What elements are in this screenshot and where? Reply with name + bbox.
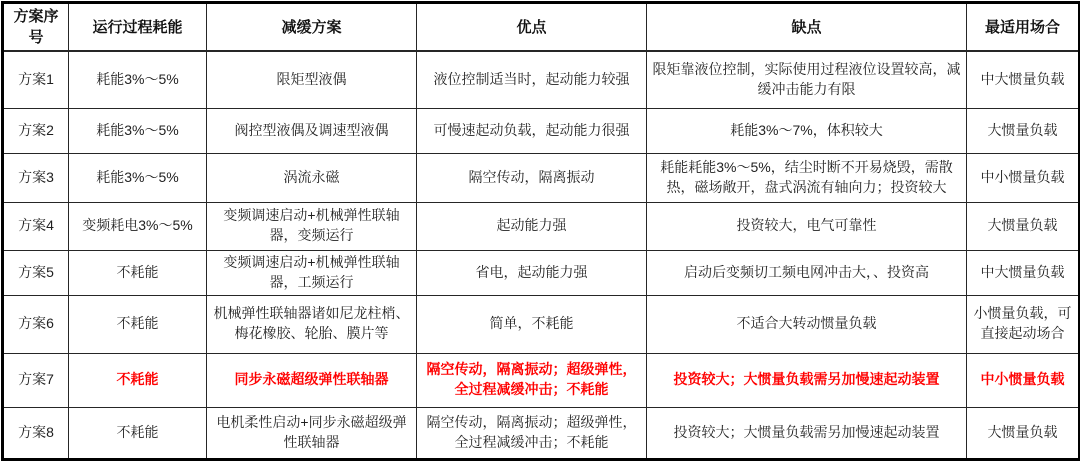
table-row-scheme-8 bbox=[3, 407, 1080, 459]
table-row-scheme-6 bbox=[3, 295, 1080, 353]
cell-energy-consumption: 耗能3%～5% bbox=[69, 51, 207, 108]
cell-advantages: 简单，不耗能 bbox=[417, 295, 647, 353]
table-row-scheme-7-highlighted bbox=[3, 353, 1080, 407]
column-header-scheme-id: 方案序号 bbox=[3, 3, 69, 52]
cell-mitigation-scheme: 电机柔性启动+同步永磁超级弹性联轴器 bbox=[207, 407, 417, 459]
column-header-best-application: 最适用场合 bbox=[967, 3, 1080, 52]
cell-scheme-id: 方案7 bbox=[3, 353, 69, 407]
cell-advantages: 省电，起动能力强 bbox=[417, 250, 647, 295]
cell-advantages: 起动能力强 bbox=[417, 202, 647, 250]
cell-energy-consumption: 不耗能 bbox=[69, 295, 207, 353]
table-row-scheme-2 bbox=[3, 108, 1080, 153]
cell-best-application: 小惯量负载，可直接起动场合 bbox=[967, 295, 1080, 353]
cell-mitigation-scheme: 涡流永磁 bbox=[207, 153, 417, 202]
cell-disadvantages: 限矩靠液位控制，实际使用过程液位设置较高，减缓冲击能力有限 bbox=[647, 51, 967, 108]
cell-mitigation-scheme: 同步永磁超级弹性联轴器 bbox=[207, 353, 417, 407]
cell-disadvantages: 投资较大；大惯量负载需另加慢速起动装置 bbox=[647, 353, 967, 407]
cell-energy-consumption: 耗能3%～5% bbox=[69, 108, 207, 153]
cell-advantages: 隔空传动，隔离振动；超级弹性，全过程减缓冲击；不耗能 bbox=[417, 407, 647, 459]
cell-scheme-id: 方案8 bbox=[3, 407, 69, 459]
cell-advantages: 隔空传动，隔离振动；超级弹性，全过程减缓冲击；不耗能 bbox=[417, 353, 647, 407]
table-row-scheme-4 bbox=[3, 202, 1080, 250]
header-row bbox=[3, 3, 1080, 52]
cell-energy-consumption: 不耗能 bbox=[69, 250, 207, 295]
cell-advantages: 隔空传动，隔离振动 bbox=[417, 153, 647, 202]
cell-advantages: 液位控制适当时，起动能力较强 bbox=[417, 51, 647, 108]
column-header-advantages: 优点 bbox=[417, 3, 647, 52]
cell-best-application: 中大惯量负载 bbox=[967, 250, 1080, 295]
table-row-scheme-5 bbox=[3, 250, 1080, 295]
cell-mitigation-scheme: 变频调速启动+机械弹性联轴器，工频运行 bbox=[207, 250, 417, 295]
cell-scheme-id: 方案1 bbox=[3, 51, 69, 108]
cell-disadvantages: 耗能耗能3%～5%，结尘时断不开易烧毁，需散热，磁场敞开，盘式涡流有轴向力；投资较大 bbox=[647, 153, 967, 202]
column-header-disadvantages: 缺点 bbox=[647, 3, 967, 52]
cell-disadvantages: 不适合大转动惯量负载 bbox=[647, 295, 967, 353]
cell-energy-consumption: 不耗能 bbox=[69, 407, 207, 459]
column-header-energy-consumption: 运行过程耗能 bbox=[69, 3, 207, 52]
table-row-scheme-1 bbox=[3, 51, 1080, 108]
cell-scheme-id: 方案3 bbox=[3, 153, 69, 202]
cell-energy-consumption: 耗能3%～5% bbox=[69, 153, 207, 202]
cell-disadvantages: 耗能3%～7%，体积较大 bbox=[647, 108, 967, 153]
cell-mitigation-scheme: 变频调速启动+机械弹性联轴器，变频运行 bbox=[207, 202, 417, 250]
cell-mitigation-scheme: 阀控型液偶及调速型液偶 bbox=[207, 108, 417, 153]
cell-best-application: 中小惯量负载 bbox=[967, 353, 1080, 407]
cell-best-application: 中小惯量负载 bbox=[967, 153, 1080, 202]
cell-best-application: 大惯量负载 bbox=[967, 202, 1080, 250]
cell-disadvantages: 投资较大；大惯量负载需另加慢速起动装置 bbox=[647, 407, 967, 459]
cell-best-application: 中大惯量负载 bbox=[967, 51, 1080, 108]
scheme-comparison-table bbox=[1, 1, 1080, 461]
cell-scheme-id: 方案4 bbox=[3, 202, 69, 250]
cell-best-application: 大惯量负载 bbox=[967, 407, 1080, 459]
cell-disadvantages: 投资较大，电气可靠性 bbox=[647, 202, 967, 250]
table-row-scheme-3 bbox=[3, 153, 1080, 202]
cell-disadvantages: 启动后变频切工频电网冲击大，、投资高 bbox=[647, 250, 967, 295]
cell-scheme-id: 方案5 bbox=[3, 250, 69, 295]
column-header-mitigation-scheme: 减缓方案 bbox=[207, 3, 417, 52]
cell-best-application: 大惯量负载 bbox=[967, 108, 1080, 153]
cell-scheme-id: 方案6 bbox=[3, 295, 69, 353]
cell-mitigation-scheme: 机械弹性联轴器诸如尼龙柱梢、梅花橡胶、轮胎、膜片等 bbox=[207, 295, 417, 353]
cell-advantages: 可慢速起动负载，起动能力很强 bbox=[417, 108, 647, 153]
cell-energy-consumption: 变频耗电3%～5% bbox=[69, 202, 207, 250]
cell-scheme-id: 方案2 bbox=[3, 108, 69, 153]
cell-mitigation-scheme: 限矩型液偶 bbox=[207, 51, 417, 108]
cell-energy-consumption: 不耗能 bbox=[69, 353, 207, 407]
